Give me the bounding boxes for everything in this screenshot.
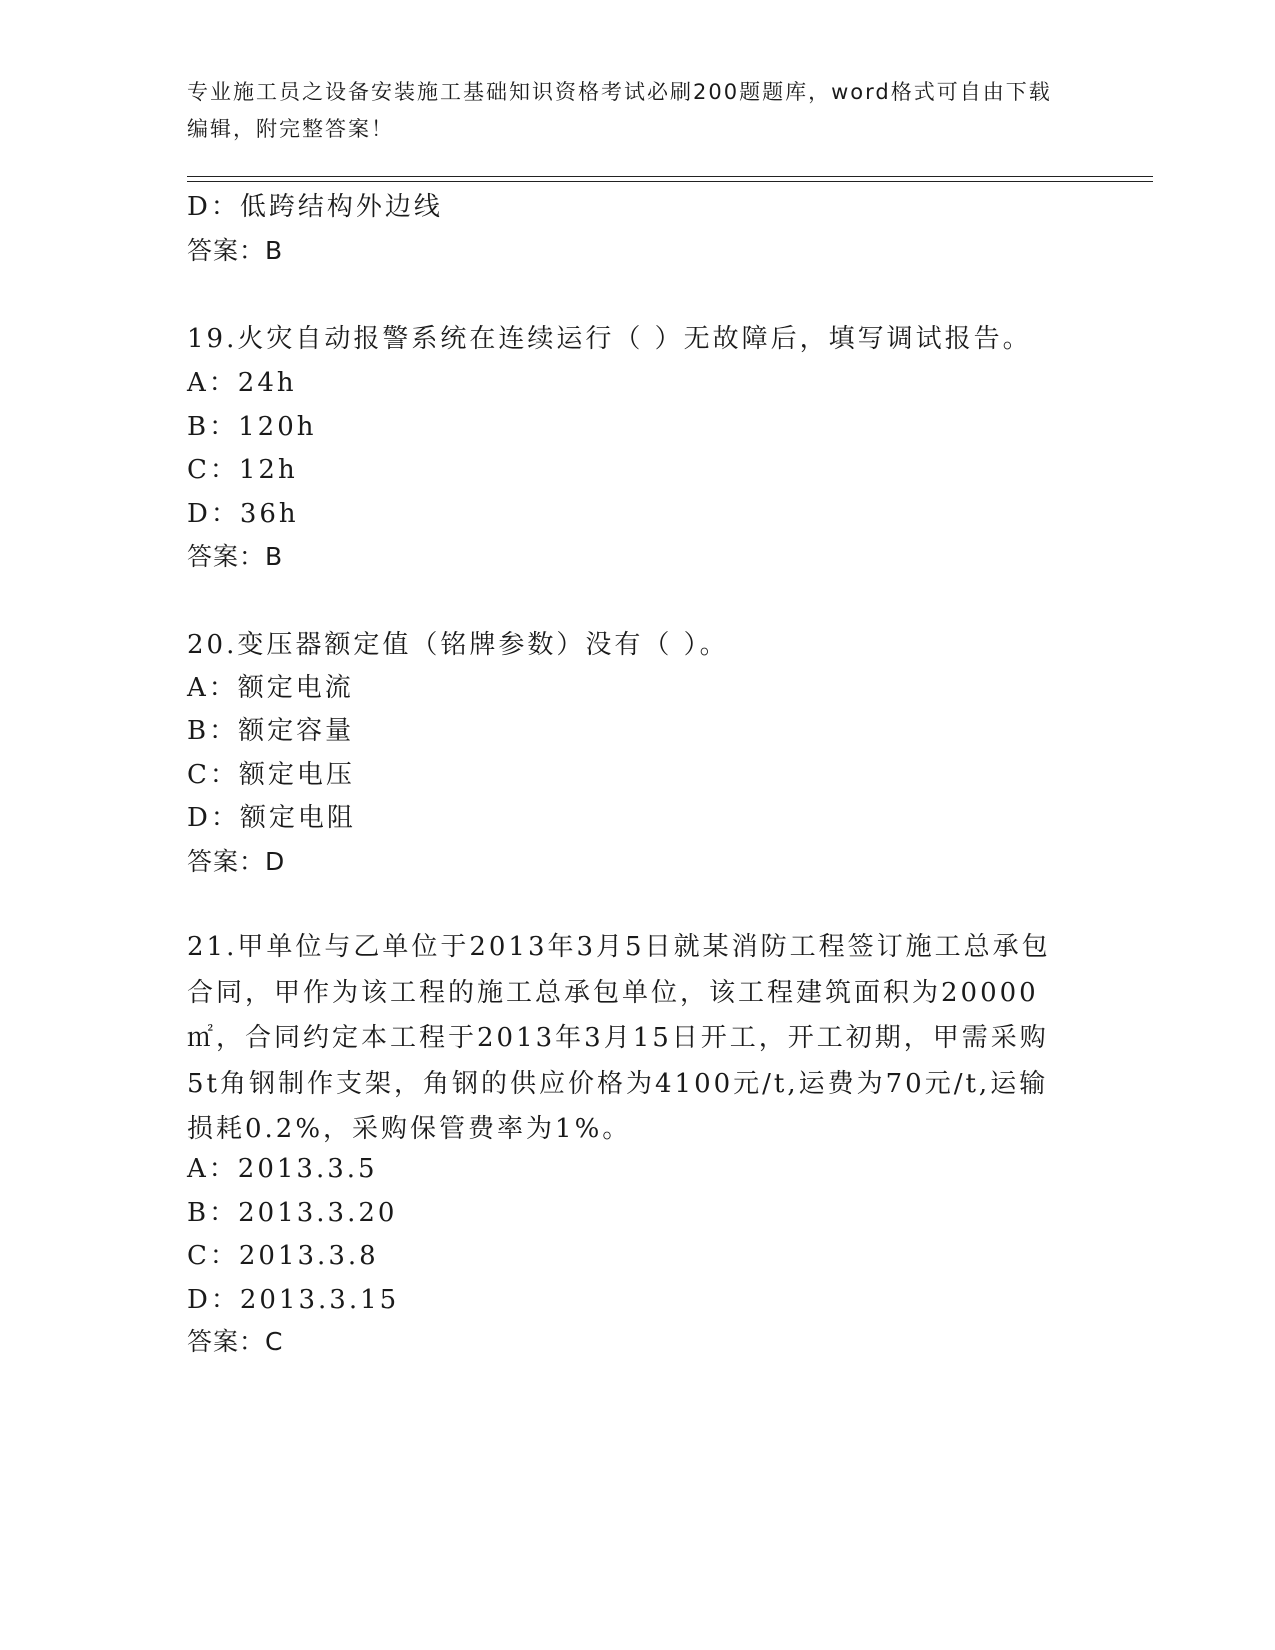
q20-option-c: C：额定电压 — [187, 760, 355, 790]
header-rule-bottom — [187, 181, 1153, 182]
q19-option-d: D：36h — [187, 499, 299, 529]
q19-option-b: B：120h — [187, 412, 317, 442]
q19-option-a: A：24h — [187, 368, 297, 398]
q21-option-d: D：2013.3.15 — [187, 1285, 400, 1315]
prev-option-d: D：低跨结构外边线 — [187, 192, 443, 222]
q21-question: 21.甲单位与乙单位于2013年3月5日就某消防工程签订施工总承包合同，甲作为该工程的施工总承包单位，该工程建筑面积为20000㎡，合同约定本工程于2013年3月15日开工，开工初期，甲需采购5t角钢制作支架，角钢的供应价格为4100元/t,运费为70元/t,运输损耗0.2%，采购保管费率为1%。 — [187, 932, 1051, 1144]
q19-option-c: C：12h — [187, 455, 298, 485]
q21-option-b: B：2013.3.20 — [187, 1198, 398, 1228]
prev-answer: 答案：B — [187, 236, 284, 265]
page-header-title: 专业施工员之设备安装施工基础知识资格考试必刷200题题库，word格式可自由下载编辑，附完整答案！ — [187, 80, 1052, 141]
q21-option-a: A：2013.3.5 — [187, 1154, 378, 1184]
q20-question: 20.变压器额定值（铭牌参数）没有（ ）。 — [187, 630, 729, 660]
q19-answer: 答案：B — [187, 542, 284, 571]
q21-answer: 答案：C — [187, 1327, 284, 1356]
q21-option-c: C：2013.3.8 — [187, 1241, 379, 1271]
q20-option-b: B：额定容量 — [187, 716, 355, 746]
q20-option-a: A：额定电流 — [187, 673, 354, 703]
q20-answer: 答案：D — [187, 847, 286, 876]
header-rule-top — [187, 176, 1153, 177]
q19-question: 19.火灾自动报警系统在连续运行（ ）无故障后，填写调试报告。 — [187, 324, 1032, 354]
q20-option-d: D：额定电阻 — [187, 803, 356, 833]
